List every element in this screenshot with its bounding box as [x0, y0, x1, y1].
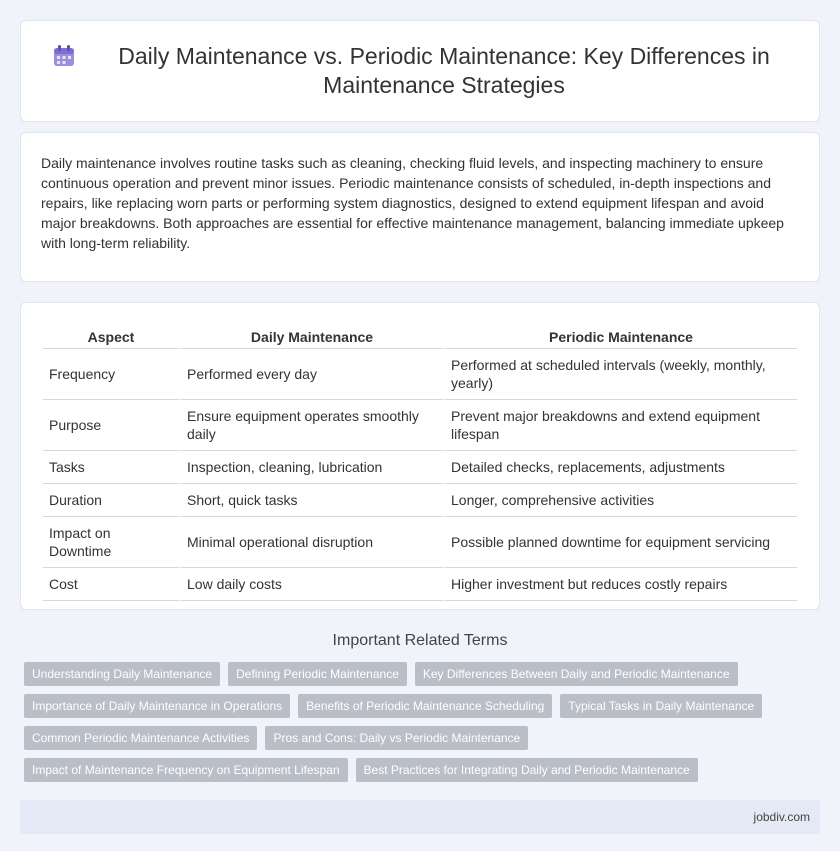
row-daily: Ensure equipment operates smoothly daily	[179, 400, 443, 451]
row-daily: Low daily costs	[179, 568, 443, 601]
related-term-tag[interactable]: Defining Periodic Maintenance	[228, 662, 407, 686]
footer	[20, 800, 820, 834]
row-daily: Minimal operational disruption	[179, 517, 443, 568]
header	[51, 42, 789, 100]
table-header-row	[43, 325, 797, 349]
comparison-card	[20, 302, 820, 610]
header-daily: Daily Maintenance	[179, 325, 443, 349]
related-term-tag[interactable]: Importance of Daily Maintenance in Operations	[24, 694, 290, 718]
related-term-tag[interactable]: Understanding Daily Maintenance	[24, 662, 220, 686]
related-term-tag[interactable]: Key Differences Between Daily and Periodic Maintenance	[415, 662, 738, 686]
intro-text: Daily maintenance involves routine tasks such as cleaning, checking fluid levels, and inspecting machinery to ensure continuous operation and prevent minor issues. Periodic maintenance consists of scheduled, in-depth inspections and repairs, like replacing worn parts or performing system diagnostics, designed to extend equipment lifespan and avoid major breakdowns. Both approaches are essential for effective maintenance management, balancing immediate upkeep with long-term reliability.	[41, 155, 784, 251]
row-aspect: Frequency	[43, 349, 179, 400]
table-row	[43, 568, 797, 601]
calendar-icon	[51, 43, 77, 69]
row-aspect: Purpose	[43, 400, 179, 451]
related-term-tag[interactable]: Impact of Maintenance Frequency on Equipment Lifespan	[24, 758, 348, 782]
row-daily: Short, quick tasks	[179, 484, 443, 517]
intro-card	[20, 132, 820, 282]
row-periodic: Detailed checks, replacements, adjustments	[443, 451, 797, 484]
related-term-tag[interactable]: Common Periodic Maintenance Activities	[24, 726, 257, 750]
row-aspect: Impact on Downtime	[43, 517, 179, 568]
page-title: Daily Maintenance vs. Periodic Maintenance: Key Differences in Maintenance Strategies	[118, 43, 770, 98]
related-term-tag[interactable]: Benefits of Periodic Maintenance Scheduling	[298, 694, 552, 718]
related-term-tag[interactable]: Typical Tasks in Daily Maintenance	[560, 694, 762, 718]
header-periodic: Periodic Maintenance	[443, 325, 797, 349]
row-periodic: Prevent major breakdowns and extend equipment lifespan	[443, 400, 797, 451]
row-periodic: Possible planned downtime for equipment servicing	[443, 517, 797, 568]
row-periodic: Longer, comprehensive activities	[443, 484, 797, 517]
related-terms-title: Important Related Terms	[332, 632, 508, 649]
related-terms-list	[20, 662, 820, 782]
footer-site[interactable]: jobdiv.com	[753, 810, 810, 824]
row-periodic: Performed at scheduled intervals (weekly, monthly, yearly)	[443, 349, 797, 400]
table-row	[43, 451, 797, 484]
row-daily: Inspection, cleaning, lubrication	[179, 451, 443, 484]
related-term-tag[interactable]: Best Practices for Integrating Daily and Periodic Maintenance	[356, 758, 698, 782]
row-aspect: Duration	[43, 484, 179, 517]
header-aspect: Aspect	[43, 325, 179, 349]
row-aspect: Tasks	[43, 451, 179, 484]
comparison-table	[43, 325, 797, 601]
row-aspect: Cost	[43, 568, 179, 601]
row-daily: Performed every day	[179, 349, 443, 400]
row-periodic: Higher investment but reduces costly repairs	[443, 568, 797, 601]
header-card	[20, 20, 820, 122]
table-row	[43, 349, 797, 400]
table-row	[43, 517, 797, 568]
table-row	[43, 400, 797, 451]
table-row	[43, 484, 797, 517]
related-term-tag[interactable]: Pros and Cons: Daily vs Periodic Maintenance	[265, 726, 528, 750]
